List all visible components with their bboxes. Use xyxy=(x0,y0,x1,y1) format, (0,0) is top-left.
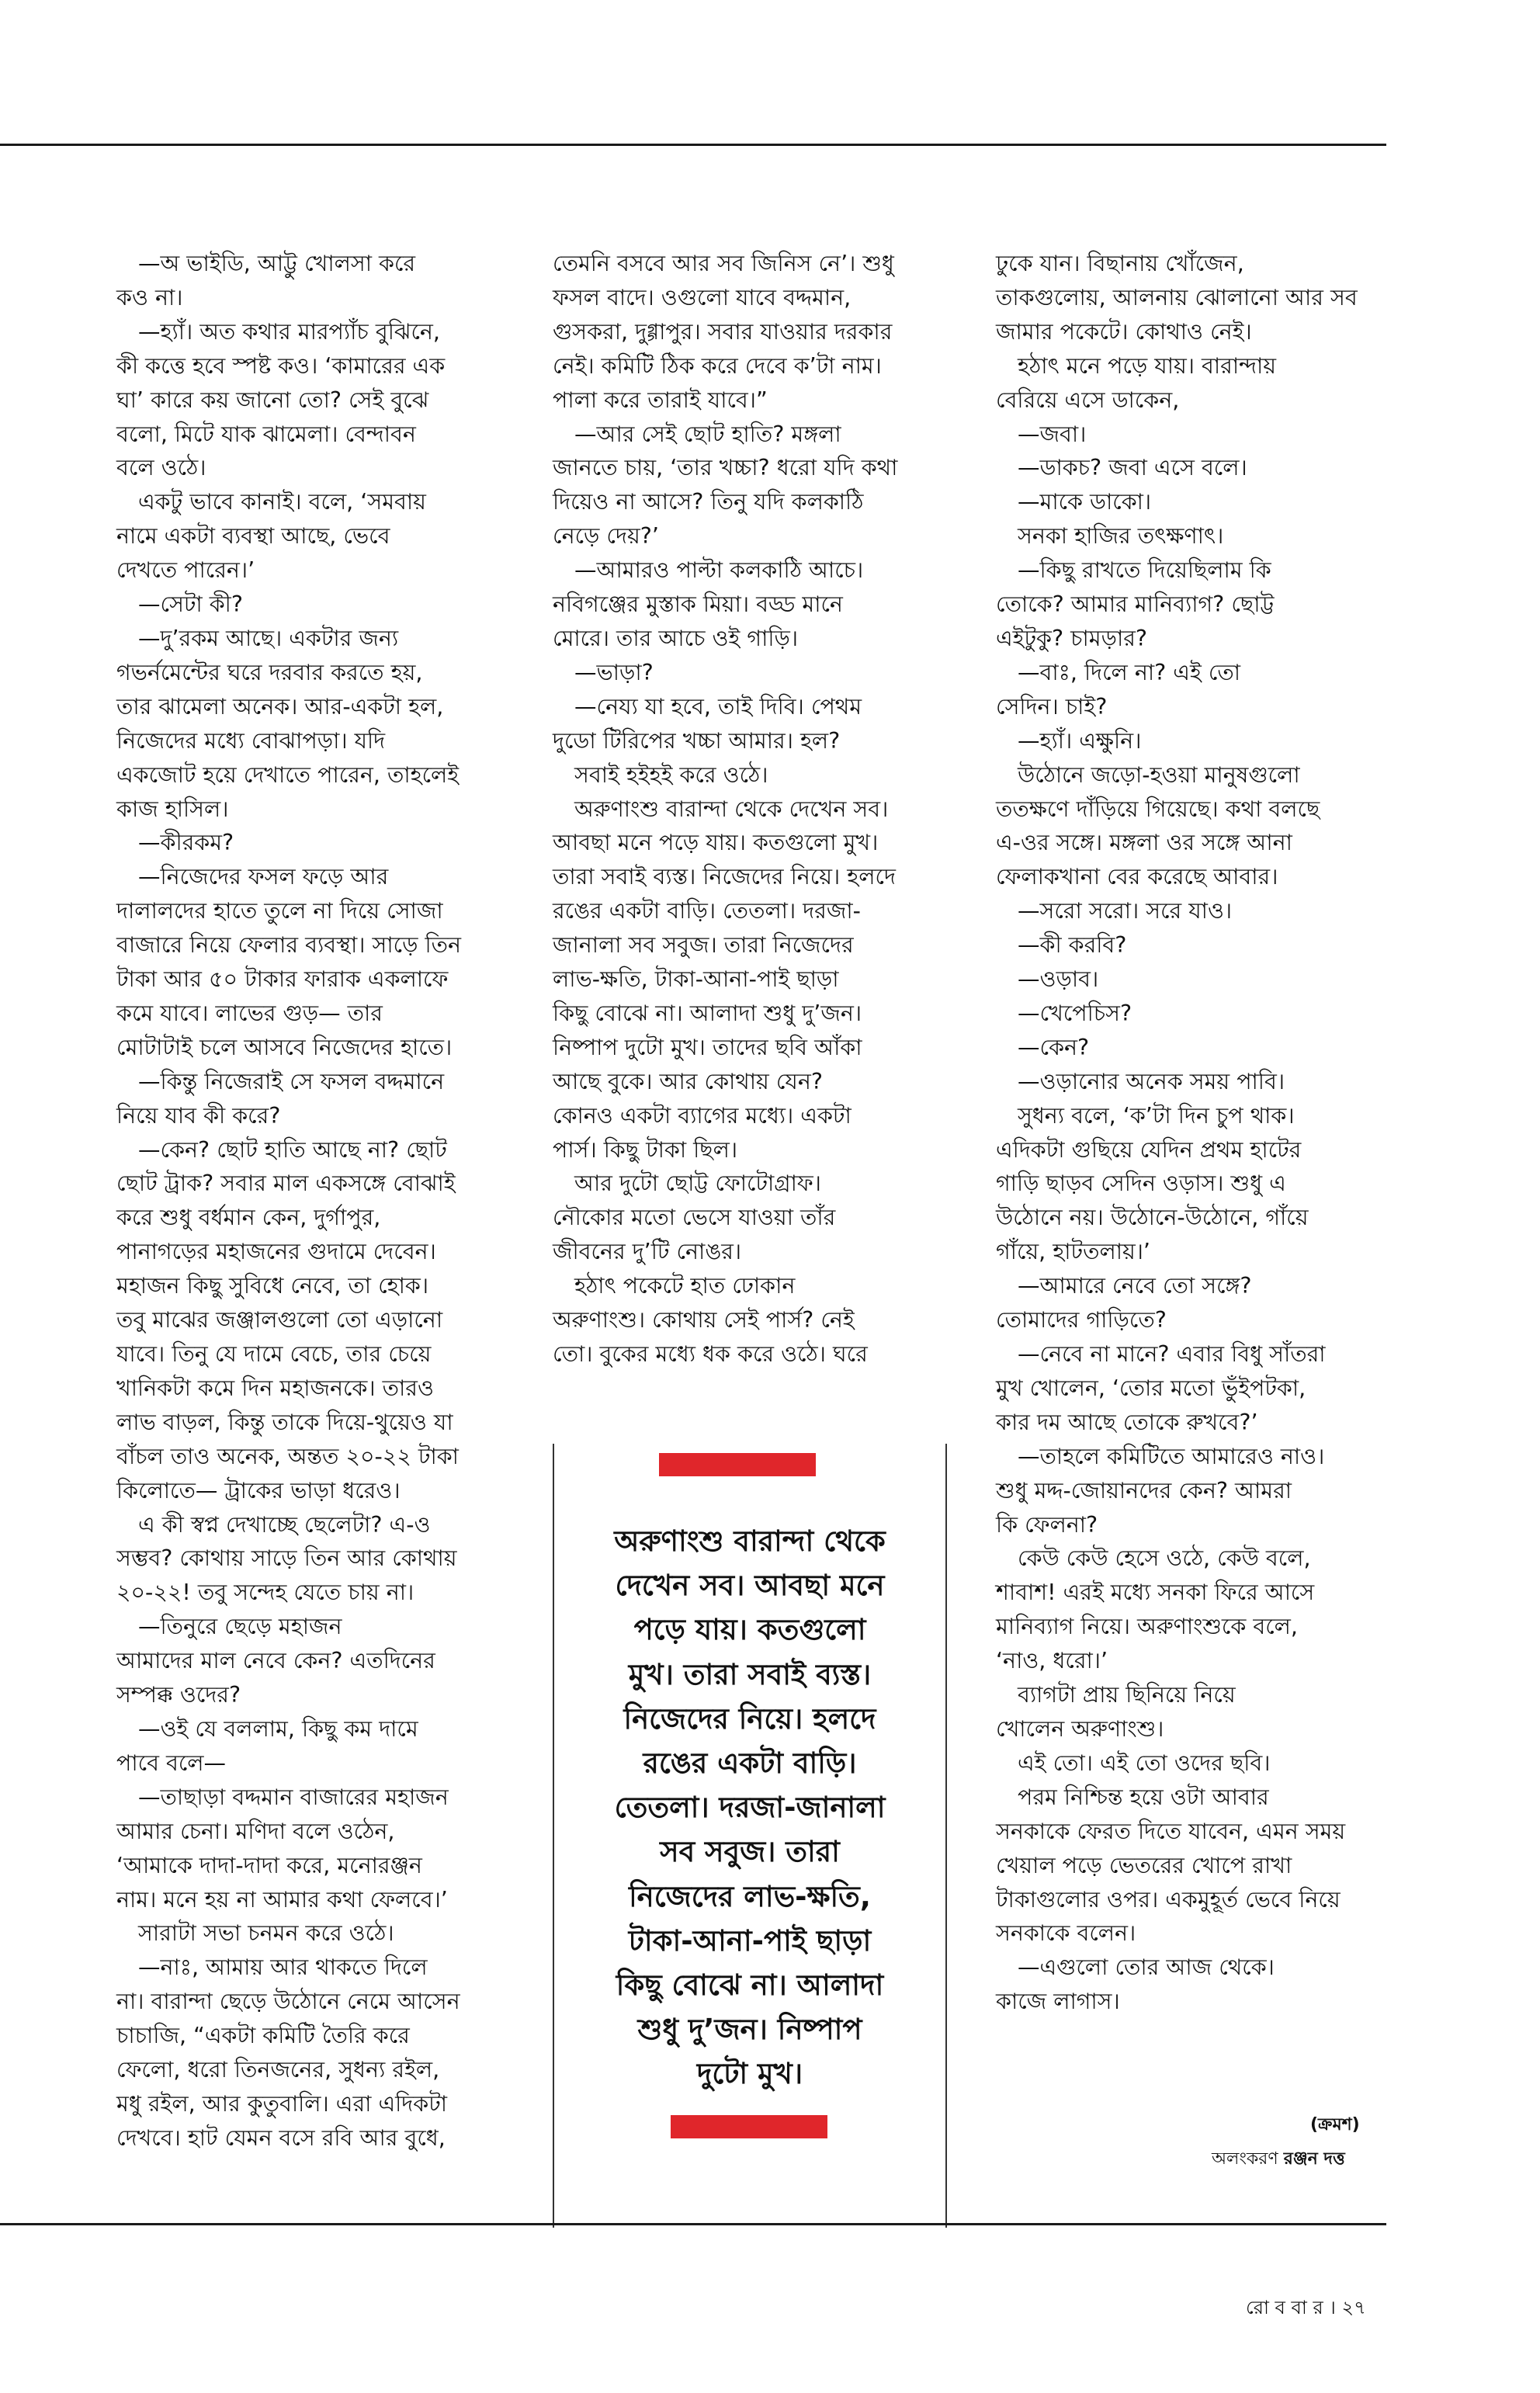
article-line: ফসল বাদে। ওগুলো যাবে বদ্দমান, xyxy=(553,284,852,310)
article-line: দেখবে। হাট যেমন বসে রবি আর বুধে, xyxy=(116,2124,446,2151)
article-line: কোনও একটা ব্যাগের মধ্যে। একটা xyxy=(553,1102,852,1129)
article-line: না। বারান্দা ছেড়ে উঠোনে নেমে আসেন xyxy=(116,1989,460,2015)
article-line: নৌকোর মতো ভেসে যাওয়া তাঁর xyxy=(553,1205,836,1231)
article-line: —ওই যে বললাম, কিছু কম দামে xyxy=(138,1715,418,1742)
article-line: গভর্নমেন্টের ঘরে দরবার করতে হয়, xyxy=(116,659,423,685)
illustration-label: অলংকরণ xyxy=(1212,2149,1278,2169)
article-line: রঙের একটা বাড়ি। তেতলা। দরজা- xyxy=(553,898,861,924)
article-line: ২০-২২! তবু সন্দেহ যেতে চায় না। xyxy=(116,1580,414,1606)
article-line: —আমারে নেবে তো সঙ্গে? xyxy=(1018,1273,1252,1299)
article-line: খানিকটা কমে দিন মহাজনকে। তারও xyxy=(116,1375,434,1401)
article-line: —হ্যাঁ। অত কথার মারপ্যাঁচ বুঝিনে, xyxy=(138,318,440,345)
article-line: সারাটা সভা চনমন করে ওঠে। xyxy=(138,1920,394,1947)
article-line: বেরিয়ে এসে ডাকেন, xyxy=(996,387,1180,413)
pullquote-line: মুখ। তারা সবাই ব্যস্ত। xyxy=(628,1657,872,1691)
pullquote-right-rule xyxy=(945,1444,947,2228)
pullquote xyxy=(554,1519,945,2096)
article-line: মানিব্যাগ নিয়ে। অরুণাংশুকে বলে, xyxy=(996,1614,1298,1640)
article-line: দালালদের হাতে তুলে না দিয়ে সোজা xyxy=(116,898,443,924)
article-line: —ওড়ানোর অনেক সময় পাবি। xyxy=(1018,1068,1285,1094)
article-line: গাঁয়ে, হাটতলায়।’ xyxy=(996,1239,1150,1265)
article-line: ঢুকে যান। বিছানায় খোঁজেন, xyxy=(996,251,1244,276)
article-line: ফেলাকখানা বের করেছে আবার। xyxy=(996,864,1278,890)
article-line: দিয়েও না আসে? তিনু যদি কলকাঠি xyxy=(553,489,864,515)
article-line: নবিগঞ্জের মুস্তাক মিয়া। বড্ড মানে xyxy=(553,591,843,618)
article-line: কিলোতে— ট্রাকের ভাড়া ধরেও। xyxy=(116,1477,401,1503)
article-line: —কিন্তু নিজেরাই সে ফসল বদ্দমানে xyxy=(138,1068,445,1094)
article-line: পরম নিশ্চিন্ত হয়ে ওটা আবার xyxy=(1018,1784,1269,1810)
article-line: কাজে লাগাস। xyxy=(996,1989,1120,2015)
article-line: সনকাকে ফেরত দিতে যাবেন, এমন সময় xyxy=(996,1818,1346,1844)
top-rule xyxy=(0,144,1386,146)
article-line: কেউ কেউ হেসে ওঠে, কেউ বলে, xyxy=(1018,1545,1311,1572)
article-line: ‘নাও, ধরো।’ xyxy=(996,1648,1108,1674)
article-line: মুখ খোলেন, ‘তোর মতো ভুঁইপটকা, xyxy=(996,1375,1306,1401)
pullquote-line: পড়ে যায়। কতগুলো xyxy=(633,1613,866,1647)
article-line: —নিজেদের ফসল ফড়ে আর xyxy=(138,864,389,890)
article-line: মহাজন কিছু সুবিধে নেবে, তা হোক। xyxy=(116,1273,429,1299)
article-line: তোকে? আমার মানিব্যাগ? ছোট্ট xyxy=(996,591,1275,618)
article-line: ব্যাগটা প্রায় ছিনিয়ে নিয়ে xyxy=(1018,1682,1236,1708)
pullquote-line: নিজেদের নিয়ে। হলদে xyxy=(623,1701,876,1736)
article-line: —হ্যাঁ। এক্ষুনি। xyxy=(1018,727,1142,754)
article-line: —কীরকম? xyxy=(138,830,234,856)
article-line: চাচাজি, “একটা কমিটি তৈরি করে xyxy=(116,2023,410,2049)
article-line: দুডো টিরিপের খচ্চা আমার। হল? xyxy=(553,727,841,754)
article-line: ‘আমাকে দাদা-দাদা করে, মনোরঞ্জন xyxy=(116,1852,422,1878)
article-line: জানতে চায়, ‘তার খচ্চা? ধরো যদি কথা xyxy=(553,455,898,481)
article-line: পালা করে তারাই যাবে।” xyxy=(553,387,768,413)
article-line: —মাকে ডাকো। xyxy=(1018,489,1152,515)
article-line: উঠোনে নয়। উঠোনে-উঠোনে, গাঁয়ে xyxy=(996,1205,1309,1231)
article-line: এ-ওর সঙ্গে। মঙ্গলা ওর সঙ্গে আনা xyxy=(996,830,1292,856)
article-line: —জবা। xyxy=(1018,421,1087,447)
article-line: পাবে বলে— xyxy=(116,1750,227,1776)
article-line: আর দুটো ছোট্ট ফোটোগ্রাফ। xyxy=(574,1170,821,1197)
article-line: ফেলো, ধরো তিনজনের, সুধন্য রইল, xyxy=(116,2057,440,2083)
article-line: তাকগুলোয়, আলনায় ঝোলানো আর সব xyxy=(996,284,1358,310)
article-line: —নেবে না মানে? এবার বিধু সাঁতরা xyxy=(1018,1341,1326,1367)
article-line: যাবে। তিনু যে দামে বেচে, তার চেয়ে xyxy=(116,1341,432,1367)
article-line: তো। বুকের মধ্যে ধক করে ওঠে। ঘরে xyxy=(553,1341,868,1367)
article-line: —কেন? xyxy=(1018,1034,1090,1060)
article-line: টাকাগুলোর ওপর। একমুহূর্ত ভেবে নিয়ে xyxy=(996,1886,1341,1913)
article-line: তারা সবাই ব্যস্ত। নিজেদের নিয়ে। হলদে xyxy=(553,864,896,890)
article-line: সেদিন। চাই? xyxy=(996,693,1108,720)
article-line: —আমারও পাল্টা কলকাঠি আচে। xyxy=(574,557,864,584)
article-line: —ওড়াব। xyxy=(1018,966,1099,993)
article-line: —তিনুরে ছেড়ে মহাজন xyxy=(138,1614,342,1640)
article-column-1 xyxy=(116,247,508,2155)
page-footer: রো ব বা র । ২৭ xyxy=(1246,2297,1366,2318)
article-line: একটু ভাবে কানাই। বলে, ‘সমবায় xyxy=(138,489,426,515)
article-line: —খেপেচিস? xyxy=(1018,1000,1132,1026)
article-line: করে শুধু বর্ধমান কেন, দুর্গাপুর, xyxy=(116,1205,381,1231)
pullquote-line: রঙের একটা বাড়ি। xyxy=(643,1746,857,1781)
article-line: হঠাৎ মনে পড়ে যায়। বারান্দায় xyxy=(1018,352,1277,379)
article-line: এদিকটা গুছিয়ে যেদিন প্রথম হাটের xyxy=(996,1136,1302,1163)
article-line: তেমনি বসবে আর সব জিনিস নে’। শুধু xyxy=(553,251,894,276)
article-line: আছে বুকে। আর কোথায় যেন? xyxy=(553,1068,823,1094)
article-line: নাম। মনে হয় না আমার কথা ফেলবে।’ xyxy=(116,1886,448,1913)
article-line: এ কী স্বপ্ন দেখাচ্ছে ছেলেটা? এ-ও xyxy=(138,1511,431,1538)
article-line: সম্পক্ক ওদের? xyxy=(116,1682,241,1708)
article-line: কী কত্তে হবে স্পষ্ট কও। ‘কামারের এক xyxy=(116,352,446,379)
article-line: অরুণাংশু। কোথায় সেই পার্স? নেই xyxy=(553,1307,855,1333)
article-line: জীবনের দু’টি নোঙর। xyxy=(553,1239,742,1265)
article-line: লাভ-ক্ষতি, টাকা-আনা-পাই ছাড়া xyxy=(553,966,839,993)
article-line: মোটাটাই চলে আসবে নিজেদের হাতে। xyxy=(116,1034,453,1060)
article-line: খেয়াল পড়ে ভেতরের খোপে রাখা xyxy=(996,1852,1292,1878)
article-line: —বাঃ, দিলে না? এই তো xyxy=(1018,659,1241,685)
article-line: সনকাকে বলেন। xyxy=(996,1920,1136,1947)
article-line: কাজ হাসিল। xyxy=(116,796,229,822)
article-line: সবাই হইহই করে ওঠে। xyxy=(574,761,768,788)
article-line: —নেয্য যা হবে, তাই দিবি। পেথম xyxy=(574,693,862,720)
pullquote-line: দুটো মুখ। xyxy=(696,2057,803,2091)
article-line: মধু রইল, আর কুতুবালি। এরা এদিকটা xyxy=(116,2090,448,2117)
article-line: ঘা’ কারে কয় জানো তো? সেই বুঝে xyxy=(116,387,429,413)
article-line: —সেটা কী? xyxy=(138,591,243,618)
article-line: একজোট হয়ে দেখাতে পারেন, তাহলেই xyxy=(116,761,460,788)
article-line: তোমাদের গাড়িতে? xyxy=(996,1307,1167,1333)
article-line: শাবাশ! এরই মধ্যে সনকা ফিরে আসে xyxy=(996,1580,1315,1606)
pullquote-line: অরুণাংশু বারান্দা থেকে xyxy=(614,1524,886,1558)
continued-label: (ক্রমশ) xyxy=(1310,2115,1360,2135)
article-line: মোরে। তার আচে ওই গাড়ি। xyxy=(553,625,799,651)
article-line: কিছু বোঝে না। আলাদা শুধু দু’জন। xyxy=(553,1000,862,1026)
article-line: টাকা আর ৫০ টাকার ফারাক একলাফে xyxy=(116,966,449,993)
article-line: শুধু মদ্দ-জোয়ানদের কেন? আমরা xyxy=(996,1477,1292,1503)
article-line: —কেন? ছোট হাতি আছে না? ছোট xyxy=(138,1136,447,1163)
article-line: সম্ভব? কোথায় সাড়ে তিন আর কোথায় xyxy=(116,1545,457,1572)
article-line: নামে একটা ব্যবস্থা আছে, ভেবে xyxy=(116,523,390,550)
article-line: ততক্ষণে দাঁড়িয়ে গিয়েছে। কথা বলছে xyxy=(996,796,1320,822)
article-line: নেই। কমিটি ঠিক করে দেবে ক’টা নাম। xyxy=(553,352,882,379)
pullquote-line: টাকা-আনা-পাই ছাড়া xyxy=(628,1923,872,1958)
pullquote-line: শুধু দু’জন। নিষ্পাপ xyxy=(637,2013,862,2047)
article-line: —সরো সরো। সরে যাও। xyxy=(1018,898,1233,924)
article-line: অরুণাংশু বারান্দা থেকে দেখেন সব। xyxy=(574,796,889,822)
article-line: নিয়ে যাব কী করে? xyxy=(116,1102,281,1129)
pullquote-line: সব সবুজ। তারা xyxy=(660,1835,840,1869)
pullquote-red-bar-bottom xyxy=(671,2115,827,2138)
pullquote-line: কিছু বোঝে না। আলাদা xyxy=(616,1968,884,2003)
article-line: গাড়ি ছাড়ব সেদিন ওড়াস। শুধু এ xyxy=(996,1170,1286,1197)
pullquote-line: দেখেন সব। আবছা মনে xyxy=(615,1569,885,1603)
article-line: জামার পকেটে। কোথাও নেই। xyxy=(996,318,1252,345)
article-line: —দু’রকম আছে। একটার জন্য xyxy=(138,625,399,651)
article-line: পার্স। কিছু টাকা ছিল। xyxy=(553,1136,738,1163)
article-line: জানালা সব সবুজ। তারা নিজেদের xyxy=(553,932,854,959)
article-line: খোলেন অরুণাংশু। xyxy=(996,1715,1164,1742)
article-line: বাঁচল তাও অনেক, অন্তত ২০-২২ টাকা xyxy=(116,1443,459,1469)
article-line: বলো, মিটে যাক ঝামেলা। বেন্দাবন xyxy=(116,421,416,447)
article-column-3 xyxy=(996,247,1392,2019)
article-line: নিজেদের মধ্যে বোঝাপড়া। যদি xyxy=(116,727,386,754)
article-line: উঠোনে জড়ো-হওয়া মানুষগুলো xyxy=(1018,761,1300,788)
pullquote-red-bar-top xyxy=(659,1453,816,1476)
article-line: বলে ওঠে। xyxy=(116,455,206,481)
article-line: কি ফেলনা? xyxy=(996,1511,1098,1538)
article-line: —কী করবি? xyxy=(1018,932,1127,959)
article-line: —কিছু রাখতে দিয়েছিলাম কি xyxy=(1018,557,1271,584)
article-line: বাজারে নিয়ে ফেলার ব্যবস্থা। সাড়ে তিন xyxy=(116,932,462,959)
article-line: এইটুকু? চামড়ার? xyxy=(996,625,1148,651)
article-line: আমার চেনা। মণিদা বলে ওঠেন, xyxy=(116,1818,395,1844)
article-line: হঠাৎ পকেটে হাত ঢোকান xyxy=(574,1273,796,1299)
article-line: কার দম আছে তোকে রুখবে?’ xyxy=(996,1409,1258,1435)
article-line: সনকা হাজির তৎক্ষণাৎ। xyxy=(1018,523,1224,550)
article-line: তবু মাঝের জঞ্জালগুলো তো এড়ানো xyxy=(116,1307,443,1333)
article-line: গুসকরা, দুগ্গাপুর। সবার যাওয়ার দরকার xyxy=(553,318,893,345)
article-line: দেখতে পারেন।’ xyxy=(116,557,255,584)
article-line: —তাছাড়া বদ্দমান বাজারের মহাজন xyxy=(138,1784,449,1810)
article-line: লাভ বাড়ল, কিন্তু তাকে দিয়ে-থুয়েও যা xyxy=(116,1409,453,1435)
article-line: —এগুলো তোর আজ থেকে। xyxy=(1018,1954,1275,1981)
article-line: কমে যাবে। লাভের গুড়— তার xyxy=(116,1000,383,1026)
article-line: —তাহলে কমিটিতে আমারেও নাও। xyxy=(1018,1443,1325,1469)
article-line: আমাদের মাল নেবে কেন? এতদিনের xyxy=(116,1648,435,1674)
article-line: সুধন্য বলে, ‘ক’টা দিন চুপ থাক। xyxy=(1018,1102,1295,1129)
article-line: —অ ভাইডি, আট্টু খোলসা করে xyxy=(138,251,416,276)
article-line: তার ঝামেলা অনেক। আর-একটা হল, xyxy=(116,693,444,720)
article-line: —ডাকচ? জবা এসে বলে। xyxy=(1018,455,1247,481)
article-line: এই তো। এই তো ওদের ছবি। xyxy=(1018,1750,1271,1776)
pullquote-line: নিজেদের লাভ-ক্ষতি, xyxy=(629,1879,871,1913)
article-column-2 xyxy=(553,247,945,1372)
illustration-credit xyxy=(1212,2145,1345,2174)
article-line: নিষ্পাপ দুটো মুখ। তাদের ছবি আঁকা xyxy=(553,1034,862,1060)
article-line: ছোট ট্রাক? সবার মাল একসঙ্গে বোঝাই xyxy=(116,1170,456,1197)
article-line: —নাঃ, আমায় আর থাকতে দিলে xyxy=(138,1954,428,1981)
article-line: কও না। xyxy=(116,284,183,310)
illustrator-name: রঞ্জন দত্ত xyxy=(1283,2149,1345,2169)
pullquote-line: তেতলা। দরজা-জানালা xyxy=(614,1791,886,1825)
article-line: নেড়ে দেয়?’ xyxy=(553,523,659,550)
bottom-rule xyxy=(0,2223,1386,2225)
article-line: —ভাড়া? xyxy=(574,659,654,685)
article-line: পানাগড়ের মহাজনের গুদামে দেবেন। xyxy=(116,1239,436,1265)
article-line: আবছা মনে পড়ে যায়। কতগুলো মুখ। xyxy=(553,830,879,856)
article-line: —আর সেই ছোট হাতি? মঙ্গলা xyxy=(574,421,841,447)
